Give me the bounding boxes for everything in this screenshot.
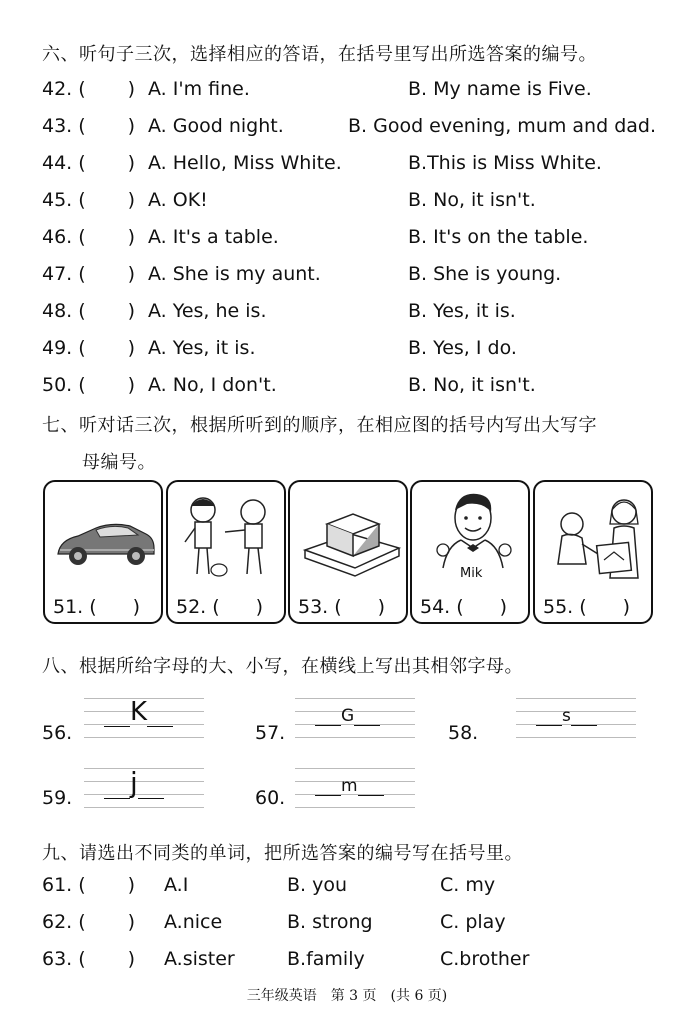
option-b: B. Good evening, mum and dad. xyxy=(348,115,656,137)
letter-question-number: 57. xyxy=(255,722,286,744)
blank-after[interactable] xyxy=(354,711,380,726)
blank-after[interactable] xyxy=(571,711,597,726)
blank-before[interactable] xyxy=(104,704,130,727)
option-b: B.family xyxy=(287,948,365,970)
option-b: B. you xyxy=(287,874,348,896)
picture-label-55: 55. ( ) xyxy=(543,596,631,618)
option-b: B. It's on the table. xyxy=(408,226,589,248)
question-number: 42. ( ) xyxy=(42,78,136,100)
given-letter: j xyxy=(130,766,138,799)
blank-before[interactable] xyxy=(104,774,130,799)
question-number: 49. ( ) xyxy=(42,337,136,359)
option-b: B. My name is Five. xyxy=(408,78,592,100)
option-a: A. She is my aunt. xyxy=(148,263,321,285)
option-a: A. It's a table. xyxy=(148,226,279,248)
picture-label-54: 54. ( ) xyxy=(420,596,508,618)
picture-box-51 xyxy=(43,480,163,624)
man-portrait-icon xyxy=(417,488,525,570)
letter-slot xyxy=(536,706,597,726)
option-a: A. Hello, Miss White. xyxy=(148,152,342,174)
option-b: B. Yes, it is. xyxy=(408,300,516,322)
letter-question-number: 60. xyxy=(255,787,286,809)
question-number: 47. ( ) xyxy=(42,263,136,285)
question-number: 45. ( ) xyxy=(42,189,136,211)
option-a: A.sister xyxy=(164,948,235,970)
question-number: 44. ( ) xyxy=(42,152,136,174)
question-number: 63. ( ) xyxy=(42,948,136,970)
section9-title: 九、请选出不同类的单词，把所选答案的编号写在括号里。 xyxy=(42,843,523,864)
option-a: A.I xyxy=(164,874,189,896)
picture-box-53 xyxy=(288,480,408,624)
page-footer: 三年级英语 第 3 页 (共 6 页) xyxy=(246,988,448,1004)
letter-slot xyxy=(315,776,384,796)
option-a: A. Yes, he is. xyxy=(148,300,267,322)
picture-label-51: 51. ( ) xyxy=(53,596,141,618)
children-icon xyxy=(173,488,281,588)
picture-caption-54: Mik xyxy=(460,566,483,581)
option-b: B. Yes, I do. xyxy=(408,337,517,359)
question-number: 61. ( ) xyxy=(42,874,136,896)
question-number: 62. ( ) xyxy=(42,911,136,933)
blank-after[interactable] xyxy=(138,774,164,799)
option-a: A. Good night. xyxy=(148,115,284,137)
letter-question-number: 59. xyxy=(42,787,73,809)
option-a: A. I'm fine. xyxy=(148,78,250,100)
question-number: 48. ( ) xyxy=(42,300,136,322)
letter-slot xyxy=(104,766,164,799)
question-number: 50. ( ) xyxy=(42,374,136,396)
section8-title: 八、根据所给字母的大、小写，在横线上写出其相邻字母。 xyxy=(42,656,523,677)
question-number: 46. ( ) xyxy=(42,226,136,248)
picture-row xyxy=(43,480,655,624)
picture-box-55 xyxy=(533,480,653,624)
blank-after[interactable] xyxy=(147,704,173,727)
blank-before[interactable] xyxy=(315,711,341,726)
section7-title-line1: 七、听对话三次，根据所听到的顺序，在相应图的括号内写出大写字 xyxy=(42,415,597,436)
girls-drawing-icon xyxy=(540,488,648,588)
option-c: C.brother xyxy=(440,948,530,970)
picture-label-53: 53. ( ) xyxy=(298,596,386,618)
picture-box-52 xyxy=(166,480,286,624)
option-a: A. Yes, it is. xyxy=(148,337,256,359)
option-c: C. my xyxy=(440,874,496,896)
letter-slot xyxy=(315,706,380,726)
option-b: B. No, it isn't. xyxy=(408,189,536,211)
blank-before[interactable] xyxy=(536,711,562,726)
letter-slot xyxy=(104,697,173,727)
picture-label-52: 52. ( ) xyxy=(176,596,264,618)
given-letter: G xyxy=(341,706,355,726)
question-number: 43. ( ) xyxy=(42,115,136,137)
blank-before[interactable] xyxy=(315,781,341,796)
picture-box-54 xyxy=(410,480,530,624)
letter-question-number: 58. xyxy=(448,722,479,744)
option-b: B. No, it isn't. xyxy=(408,374,536,396)
option-c: C. play xyxy=(440,911,506,933)
given-letter: m xyxy=(341,776,358,796)
given-letter: K xyxy=(130,697,148,727)
blank-after[interactable] xyxy=(358,781,384,796)
section7-title-line2: 母编号。 xyxy=(82,452,156,473)
option-a: A. No, I don't. xyxy=(148,374,277,396)
option-b: B. She is young. xyxy=(408,263,562,285)
car-icon xyxy=(50,488,158,588)
given-letter: s xyxy=(562,706,571,726)
letter-question-number: 56. xyxy=(42,722,73,744)
section6-title: 六、听句子三次，选择相应的答语，在括号里写出所选答案的编号。 xyxy=(42,44,597,65)
option-b: B.This is Miss White. xyxy=(408,152,602,174)
box-on-book-icon xyxy=(295,488,403,588)
option-a: A.nice xyxy=(164,911,223,933)
option-a: A. OK! xyxy=(148,189,208,211)
option-b: B. strong xyxy=(287,911,373,933)
